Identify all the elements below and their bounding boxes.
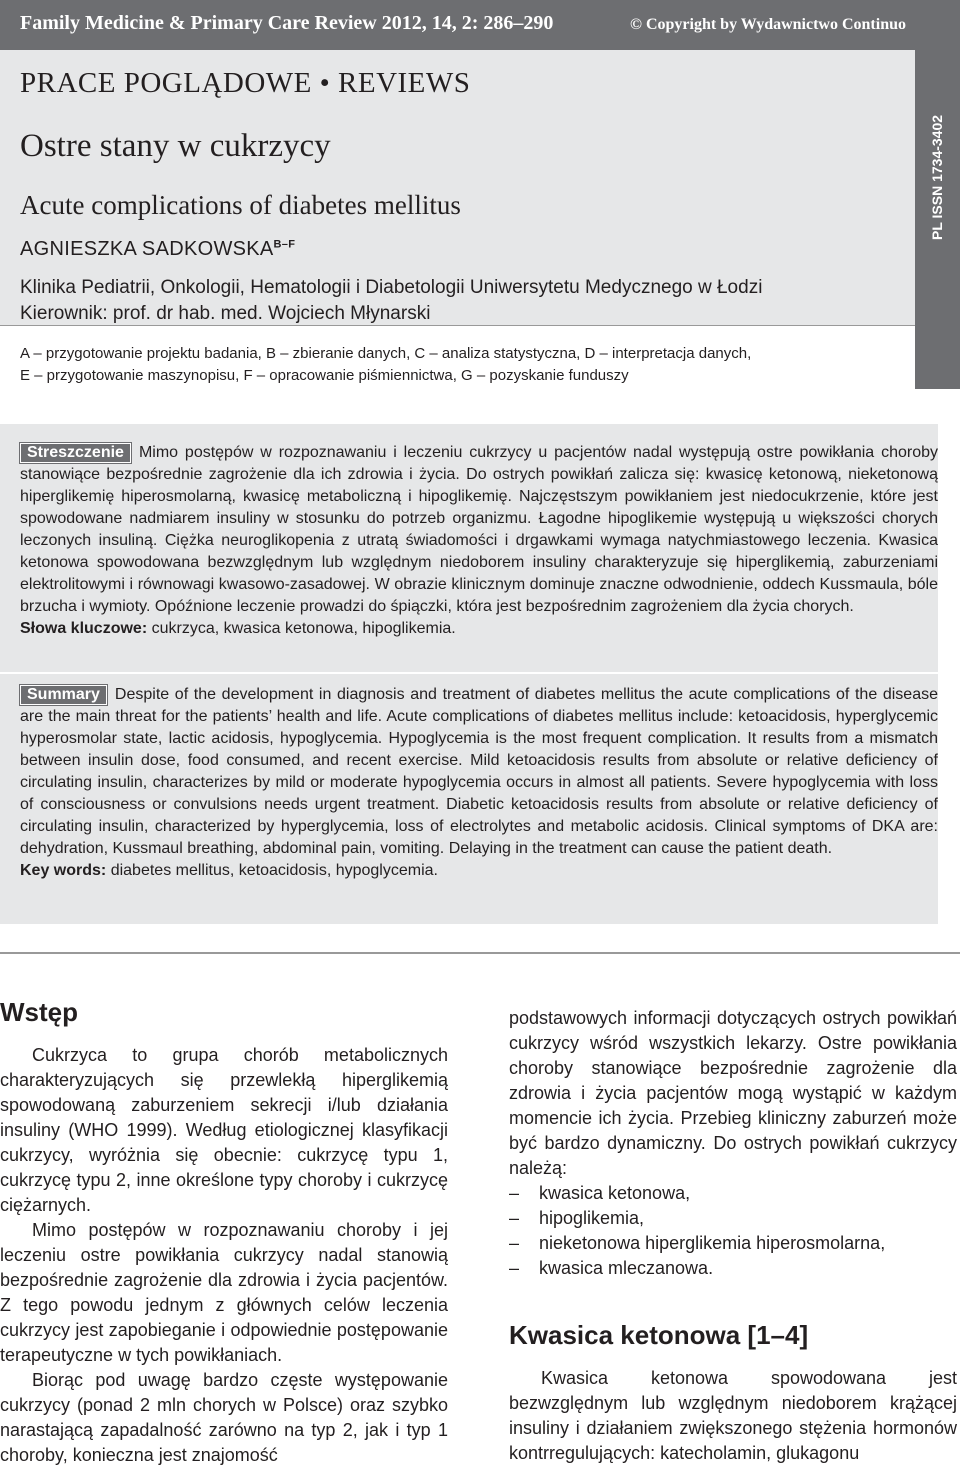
complications-list — [509, 1181, 957, 1281]
keywords-en-label: Key words: — [20, 862, 107, 879]
paragraph-5: Kwasica ketonowa spowodowana jest bezwzględnym lub względnym niedoborem krążącej insuliny i działaniem zwiększonego stężenia hormonów kontrregulujących: katecholamin, glukagonu — [509, 1368, 957, 1463]
abstract-pl-body — [20, 442, 938, 640]
journal-bar — [0, 0, 960, 50]
section-label: PRACE POGLĄDOWE • REVIEWS — [20, 67, 471, 99]
issn: PL ISSN 1734-3402 — [929, 114, 945, 240]
intro-heading: Wstęp — [0, 997, 78, 1027]
section2-heading: Kwasica ketonowa [1–4] — [509, 1320, 809, 1350]
column-right — [509, 1006, 957, 1466]
paragraph-4: podstawowych informacji dotyczących ostrych powikłań cukrzycy wśród wszystkich lekarzy. Ostre powikłania choroby stanowiące bezpośrednie zagrożenie dla zdrowia i życia pacjentów mogą wystąpić w każdym momencie ich życia. Przebieg kliniczny zaburzeń może być bardzo dynamiczny. Do ostrych powikłań cukrzycy należą: — [509, 1008, 957, 1178]
keywords-pl: cukrzyca, kwasica ketonowa, hipoglikemia. — [151, 620, 456, 637]
contributions-text — [20, 343, 900, 387]
list-item: – hipoglikemia, — [509, 1206, 957, 1231]
paragraph-2: Mimo postępów w rozpoznawaniu choroby i jej leczeniu ostre powikłania cukrzycy nadal stanowią bezpośrednie zagrożenie dla zdrowia i życia pacjentów. Z tego powodu jednym z głównych celów leczenia cukrzycy jest zapobieganie i odpowiednie postępowanie terapeutyczne w tych powikłaniach. — [0, 1220, 448, 1365]
keywords-pl-label: Słowa kluczowe: — [20, 620, 148, 637]
issn-sidebar — [915, 50, 960, 389]
streszczenie-label: Streszczenie — [20, 443, 131, 463]
contributions-line-1: A – przygotowanie projektu badania, B – zbieranie danych, C – analiza statystyczna, D – interpretacja danych, — [20, 345, 752, 362]
article-header — [0, 50, 940, 325]
journal-line: Family Medicine & Primary Care Review 2012, 14, 2: 286–290 — [20, 12, 554, 34]
streszczenie-text: Mimo postępów w rozpoznawaniu i leczeniu cukrzycy u pacjentów nadal występują ostre powikłania choroby stanowiące bezpośrednie zagrożenie dla ich zdrowia i życia. Do ostrych powikłań zalicza się: kwasicę ketonową, nieketonową hiperglikemię hiperosmolarną, kwasicę metaboliczną i hipoglikemię. Najczęstszym powikłaniem jest niedocukrzenie, które jest spowodowane nadmiarem insuliny w stosunku do potrzeb organizmu. Łagodne hipoglikemie występują u większości chorych leczonych insuliną. Ciężka neuroglikopenia z utratą świadomości i drgawkami wymaga natychmiastowego leczenia. Kwasica ketonowa spowodowana bezwzględnym lub względnym niedoborem insuliny charakteryzuje się hiperglikemią, zaburzeniami elektrolitowymi i równowagi kwasowo-zasadowej. W obrazie klinicznym dominuje znaczne odwodnienie, oddech Kussmaula, bóle brzucha i wymioty. Opóźnione leczenie prowadzi do śpiączki, która jest bezpośrednim zagrożeniem dla życia chorych. — [20, 444, 938, 615]
author-name: AGNIESZKA SADKOWSKA — [20, 238, 274, 260]
title-en: Acute complications of diabetes mellitus — [20, 190, 461, 220]
summary-label: Summary — [20, 685, 107, 705]
keywords-en: diabetes mellitus, ketoacidosis, hypoglycemia. — [110, 862, 438, 879]
divider — [0, 952, 960, 954]
contributions-box — [0, 325, 915, 390]
copyright: © Copyright by Wydawnictwo Continuo — [630, 16, 906, 33]
list-item: – kwasica ketonowa, — [509, 1181, 957, 1206]
affiliation-line-1: Klinika Pediatrii, Onkologii, Hematologii i Diabetologii Uniwersytetu Medycznego w Łodzi — [20, 277, 763, 298]
author-sup: B–F — [273, 238, 296, 251]
abstract-en-body — [20, 684, 938, 882]
column-left — [0, 997, 448, 1468]
paragraph-1: Cukrzyca to grupa chorób metabolicznych charakteryzujących się przewlekłą hiperglikemią spowodowaną zaburzeniem sekrecji i/lub działania insuliny (WHO 1999). Według etiologicznej klasyfikacji cukrzycy, wyróżnia się obecnie: cukrzycę typu 1, cukrzycę typu 2, inne określone typy choroby i cukrzycę ciężarnych. — [0, 1045, 448, 1215]
summary-text: Despite of the development in diagnosis and treatment of diabetes mellitus the acute complications of the disease are the main threat for the patients’ health and life. Acute complications of diabetes mellitus include: ketoacidosis, hyperglycemic hyperosmolar state, lactic acidosis, hypoglycemia. Hypoglycemia is the most frequent complication. It results from a mismatch between insulin dose, food consumed, and recent exercise. Mild ketoacidosis results from absolute or relative deficiency of circulating insulin, characterizes by mild or moderate hypoglycemia occurs in almost all patients. Severe hypoglycemia with loss of consciousness or convulsions needs urgent treatment. Diabetic ketoacidosis results from absolute or relative deficiency of circulating insulin, characterized by hyperglycemia, loss of electrolytes and metabolic acidosis. Clinical symptoms of DKA are: dehydration, Kussmaul breathing, abdominal pain, vomiting. Delaying in the treatment can cause the patient death. — [20, 686, 938, 857]
abstract-en — [0, 674, 938, 924]
title-pl: Ostre stany w cukrzycy — [20, 128, 331, 164]
list-item: – nieketonowa hiperglikemia hiperosmolarna, — [509, 1231, 957, 1256]
paragraph-3: Biorąc pod uwagę bardzo częste występowanie cukrzycy (ponad 2 mln chorych w Polsce) oraz szybko narastającą zapadalność zarówno na typ 2, jak i typ 1 choroby, konieczna jest znajomość — [0, 1370, 448, 1465]
affiliation-line-2: Kierownik: prof. dr hab. med. Wojciech Młynarski — [20, 303, 431, 324]
abstract-pl — [0, 424, 938, 672]
contributions-line-2: E – przygotowanie maszynopisu, F – opracowanie piśmiennictwa, G – pozyskanie funduszy — [20, 367, 629, 384]
author — [20, 238, 295, 261]
affiliation — [20, 275, 900, 327]
list-item: – kwasica mleczanowa. — [509, 1256, 957, 1281]
